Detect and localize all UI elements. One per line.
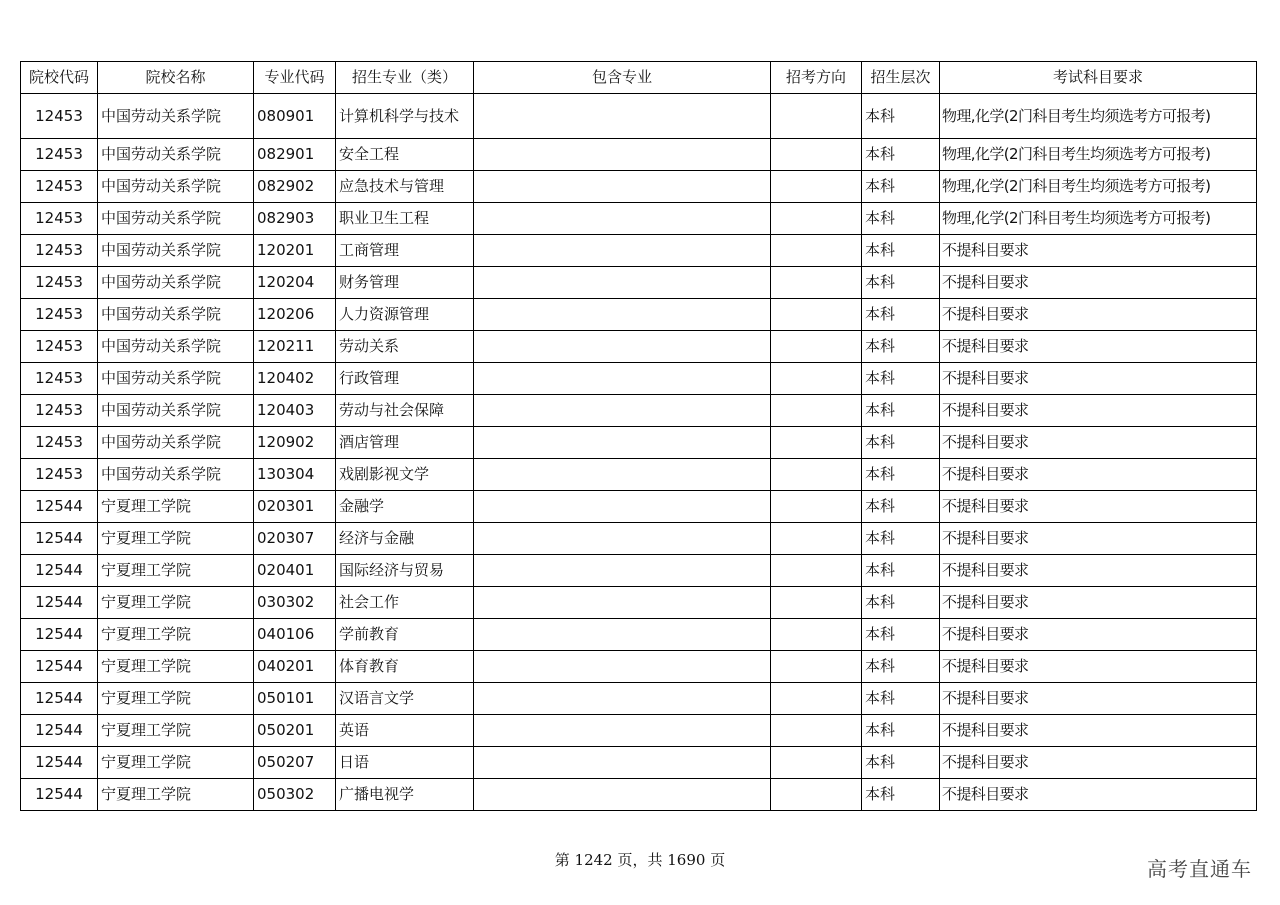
table-row	[21, 171, 1257, 203]
cell-requirement: 不提科目要求	[940, 779, 1257, 811]
cell-level: 本科	[862, 267, 940, 299]
cell-major: 应急技术与管理	[336, 171, 474, 203]
cell-school-code: 12453	[21, 427, 98, 459]
cell-school-name: 中国劳动关系学院	[98, 395, 254, 427]
cell-school-name: 中国劳动关系学院	[98, 203, 254, 235]
table-row	[21, 555, 1257, 587]
cell-direction	[771, 587, 862, 619]
cell-direction	[771, 427, 862, 459]
cell-major-code: 120206	[254, 299, 336, 331]
admission-table-container	[20, 61, 1256, 811]
table-row	[21, 587, 1257, 619]
cell-school-name: 宁夏理工学院	[98, 747, 254, 779]
cell-requirement: 不提科目要求	[940, 299, 1257, 331]
cell-major: 汉语言文学	[336, 683, 474, 715]
cell-major-code: 040201	[254, 651, 336, 683]
cell-school-name: 中国劳动关系学院	[98, 139, 254, 171]
cell-level: 本科	[862, 139, 940, 171]
cell-major: 人力资源管理	[336, 299, 474, 331]
table-row	[21, 779, 1257, 811]
cell-school-code: 12544	[21, 747, 98, 779]
table-row	[21, 94, 1257, 139]
cell-requirement: 不提科目要求	[940, 395, 1257, 427]
cell-included-majors	[474, 171, 771, 203]
cell-major: 体育教育	[336, 651, 474, 683]
cell-included-majors	[474, 555, 771, 587]
cell-direction	[771, 619, 862, 651]
cell-major: 广播电视学	[336, 779, 474, 811]
table-row	[21, 203, 1257, 235]
cell-requirement: 不提科目要求	[940, 491, 1257, 523]
cell-requirement: 不提科目要求	[940, 747, 1257, 779]
cell-major-code: 020301	[254, 491, 336, 523]
cell-level: 本科	[862, 779, 940, 811]
cell-school-code: 12544	[21, 651, 98, 683]
cell-school-name: 宁夏理工学院	[98, 587, 254, 619]
admission-table	[20, 61, 1257, 811]
cell-direction	[771, 491, 862, 523]
cell-school-code: 12544	[21, 587, 98, 619]
cell-direction	[771, 683, 862, 715]
cell-included-majors	[474, 363, 771, 395]
cell-school-name: 中国劳动关系学院	[98, 94, 254, 139]
header-included-majors: 包含专业	[474, 62, 771, 94]
cell-major: 工商管理	[336, 235, 474, 267]
table-row	[21, 139, 1257, 171]
cell-major: 国际经济与贸易	[336, 555, 474, 587]
cell-direction	[771, 651, 862, 683]
cell-major: 劳动与社会保障	[336, 395, 474, 427]
cell-included-majors	[474, 267, 771, 299]
cell-included-majors	[474, 235, 771, 267]
table-row	[21, 715, 1257, 747]
cell-school-code: 12453	[21, 267, 98, 299]
cell-direction	[771, 395, 862, 427]
cell-major-code: 120211	[254, 331, 336, 363]
cell-level: 本科	[862, 747, 940, 779]
cell-major: 英语	[336, 715, 474, 747]
cell-requirement: 不提科目要求	[940, 651, 1257, 683]
table-body	[21, 94, 1257, 811]
cell-major-code: 120201	[254, 235, 336, 267]
cell-direction	[771, 459, 862, 491]
cell-level: 本科	[862, 203, 940, 235]
cell-major: 行政管理	[336, 363, 474, 395]
cell-school-code: 12544	[21, 619, 98, 651]
cell-direction	[771, 363, 862, 395]
cell-major-code: 020401	[254, 555, 336, 587]
cell-school-name: 宁夏理工学院	[98, 683, 254, 715]
cell-school-name: 中国劳动关系学院	[98, 235, 254, 267]
cell-school-code: 12453	[21, 171, 98, 203]
cell-school-code: 12544	[21, 523, 98, 555]
cell-included-majors	[474, 94, 771, 139]
header-school-name: 院校名称	[98, 62, 254, 94]
cell-level: 本科	[862, 171, 940, 203]
header-major-code: 专业代码	[254, 62, 336, 94]
cell-major: 日语	[336, 747, 474, 779]
cell-major-code: 082901	[254, 139, 336, 171]
cell-major-code: 120403	[254, 395, 336, 427]
cell-major: 社会工作	[336, 587, 474, 619]
cell-direction	[771, 203, 862, 235]
table-row	[21, 427, 1257, 459]
table-row	[21, 299, 1257, 331]
cell-school-code: 12544	[21, 683, 98, 715]
cell-major-code: 082902	[254, 171, 336, 203]
cell-school-name: 中国劳动关系学院	[98, 299, 254, 331]
watermark-text: 高考直通车	[1147, 857, 1252, 881]
cell-major-code: 082903	[254, 203, 336, 235]
cell-requirement: 不提科目要求	[940, 427, 1257, 459]
cell-level: 本科	[862, 651, 940, 683]
cell-school-name: 中国劳动关系学院	[98, 459, 254, 491]
cell-school-name: 宁夏理工学院	[98, 523, 254, 555]
header-requirement: 考试科目要求	[940, 62, 1257, 94]
cell-included-majors	[474, 747, 771, 779]
cell-level: 本科	[862, 619, 940, 651]
cell-level: 本科	[862, 331, 940, 363]
cell-school-name: 中国劳动关系学院	[98, 427, 254, 459]
table-row	[21, 331, 1257, 363]
cell-school-code: 12453	[21, 299, 98, 331]
cell-included-majors	[474, 139, 771, 171]
cell-school-code: 12453	[21, 331, 98, 363]
cell-direction	[771, 523, 862, 555]
cell-direction	[771, 779, 862, 811]
cell-school-name: 中国劳动关系学院	[98, 171, 254, 203]
table-row	[21, 683, 1257, 715]
cell-major: 学前教育	[336, 619, 474, 651]
cell-school-code: 12453	[21, 94, 98, 139]
cell-included-majors	[474, 299, 771, 331]
table-row	[21, 395, 1257, 427]
cell-school-name: 中国劳动关系学院	[98, 267, 254, 299]
cell-school-name: 中国劳动关系学院	[98, 331, 254, 363]
cell-requirement: 不提科目要求	[940, 587, 1257, 619]
cell-level: 本科	[862, 491, 940, 523]
cell-level: 本科	[862, 459, 940, 491]
table-row	[21, 267, 1257, 299]
table-row	[21, 619, 1257, 651]
cell-school-code: 12544	[21, 491, 98, 523]
cell-included-majors	[474, 427, 771, 459]
table-row	[21, 235, 1257, 267]
cell-requirement: 不提科目要求	[940, 715, 1257, 747]
cell-major: 酒店管理	[336, 427, 474, 459]
cell-included-majors	[474, 523, 771, 555]
cell-requirement: 物理,化学(2门科目考生均须选考方可报考)	[940, 203, 1257, 235]
cell-school-code: 12453	[21, 139, 98, 171]
table-header-row	[21, 62, 1257, 94]
cell-major-code: 130304	[254, 459, 336, 491]
cell-included-majors	[474, 491, 771, 523]
cell-included-majors	[474, 683, 771, 715]
cell-included-majors	[474, 331, 771, 363]
cell-level: 本科	[862, 395, 940, 427]
cell-direction	[771, 299, 862, 331]
cell-school-code: 12453	[21, 363, 98, 395]
cell-major: 安全工程	[336, 139, 474, 171]
cell-school-name: 宁夏理工学院	[98, 555, 254, 587]
cell-major-code: 050207	[254, 747, 336, 779]
cell-school-name: 宁夏理工学院	[98, 779, 254, 811]
cell-school-code: 12544	[21, 779, 98, 811]
cell-level: 本科	[862, 555, 940, 587]
cell-school-code: 12544	[21, 715, 98, 747]
table-row	[21, 459, 1257, 491]
cell-requirement: 不提科目要求	[940, 619, 1257, 651]
cell-included-majors	[474, 203, 771, 235]
cell-level: 本科	[862, 523, 940, 555]
header-direction: 招考方向	[771, 62, 862, 94]
cell-direction	[771, 267, 862, 299]
cell-level: 本科	[862, 587, 940, 619]
cell-major-code: 080901	[254, 94, 336, 139]
cell-school-code: 12453	[21, 395, 98, 427]
cell-included-majors	[474, 619, 771, 651]
cell-major-code: 050201	[254, 715, 336, 747]
cell-requirement: 不提科目要求	[940, 683, 1257, 715]
cell-level: 本科	[862, 715, 940, 747]
cell-major: 财务管理	[336, 267, 474, 299]
cell-level: 本科	[862, 235, 940, 267]
cell-requirement: 不提科目要求	[940, 363, 1257, 395]
cell-major-code: 030302	[254, 587, 336, 619]
cell-included-majors	[474, 395, 771, 427]
cell-major: 劳动关系	[336, 331, 474, 363]
cell-requirement: 物理,化学(2门科目考生均须选考方可报考)	[940, 94, 1257, 139]
cell-level: 本科	[862, 363, 940, 395]
cell-school-name: 中国劳动关系学院	[98, 363, 254, 395]
cell-level: 本科	[862, 683, 940, 715]
cell-school-name: 宁夏理工学院	[98, 619, 254, 651]
cell-major-code: 050302	[254, 779, 336, 811]
cell-direction	[771, 555, 862, 587]
cell-direction	[771, 235, 862, 267]
cell-major-code: 120902	[254, 427, 336, 459]
cell-major-code: 120402	[254, 363, 336, 395]
cell-direction	[771, 715, 862, 747]
cell-major: 金融学	[336, 491, 474, 523]
cell-major: 经济与金融	[336, 523, 474, 555]
cell-school-name: 宁夏理工学院	[98, 715, 254, 747]
header-major: 招生专业（类）	[336, 62, 474, 94]
table-row	[21, 491, 1257, 523]
cell-requirement: 不提科目要求	[940, 267, 1257, 299]
cell-major: 戏剧影视文学	[336, 459, 474, 491]
table-row	[21, 523, 1257, 555]
cell-requirement: 不提科目要求	[940, 235, 1257, 267]
cell-included-majors	[474, 779, 771, 811]
cell-included-majors	[474, 651, 771, 683]
header-school-code: 院校代码	[21, 62, 98, 94]
table-row	[21, 363, 1257, 395]
cell-school-code: 12453	[21, 203, 98, 235]
cell-direction	[771, 94, 862, 139]
cell-level: 本科	[862, 427, 940, 459]
cell-major: 职业卫生工程	[336, 203, 474, 235]
cell-level: 本科	[862, 94, 940, 139]
cell-requirement: 物理,化学(2门科目考生均须选考方可报考)	[940, 171, 1257, 203]
cell-direction	[771, 171, 862, 203]
cell-direction	[771, 747, 862, 779]
cell-included-majors	[474, 587, 771, 619]
cell-school-code: 12453	[21, 235, 98, 267]
cell-direction	[771, 331, 862, 363]
table-row	[21, 651, 1257, 683]
cell-included-majors	[474, 459, 771, 491]
cell-requirement: 不提科目要求	[940, 331, 1257, 363]
cell-school-code: 12453	[21, 459, 98, 491]
cell-included-majors	[474, 715, 771, 747]
page-number: 第 1242 页，共 1690 页	[554, 851, 726, 869]
table-row	[21, 747, 1257, 779]
cell-major: 计算机科学与技术	[336, 94, 474, 139]
cell-level: 本科	[862, 299, 940, 331]
cell-requirement: 不提科目要求	[940, 523, 1257, 555]
cell-school-name: 宁夏理工学院	[98, 491, 254, 523]
cell-requirement: 物理,化学(2门科目考生均须选考方可报考)	[940, 139, 1257, 171]
cell-major-code: 050101	[254, 683, 336, 715]
header-level: 招生层次	[862, 62, 940, 94]
cell-major-code: 120204	[254, 267, 336, 299]
cell-requirement: 不提科目要求	[940, 459, 1257, 491]
cell-major-code: 020307	[254, 523, 336, 555]
cell-requirement: 不提科目要求	[940, 555, 1257, 587]
cell-school-code: 12544	[21, 555, 98, 587]
cell-direction	[771, 139, 862, 171]
cell-major-code: 040106	[254, 619, 336, 651]
cell-school-name: 宁夏理工学院	[98, 651, 254, 683]
